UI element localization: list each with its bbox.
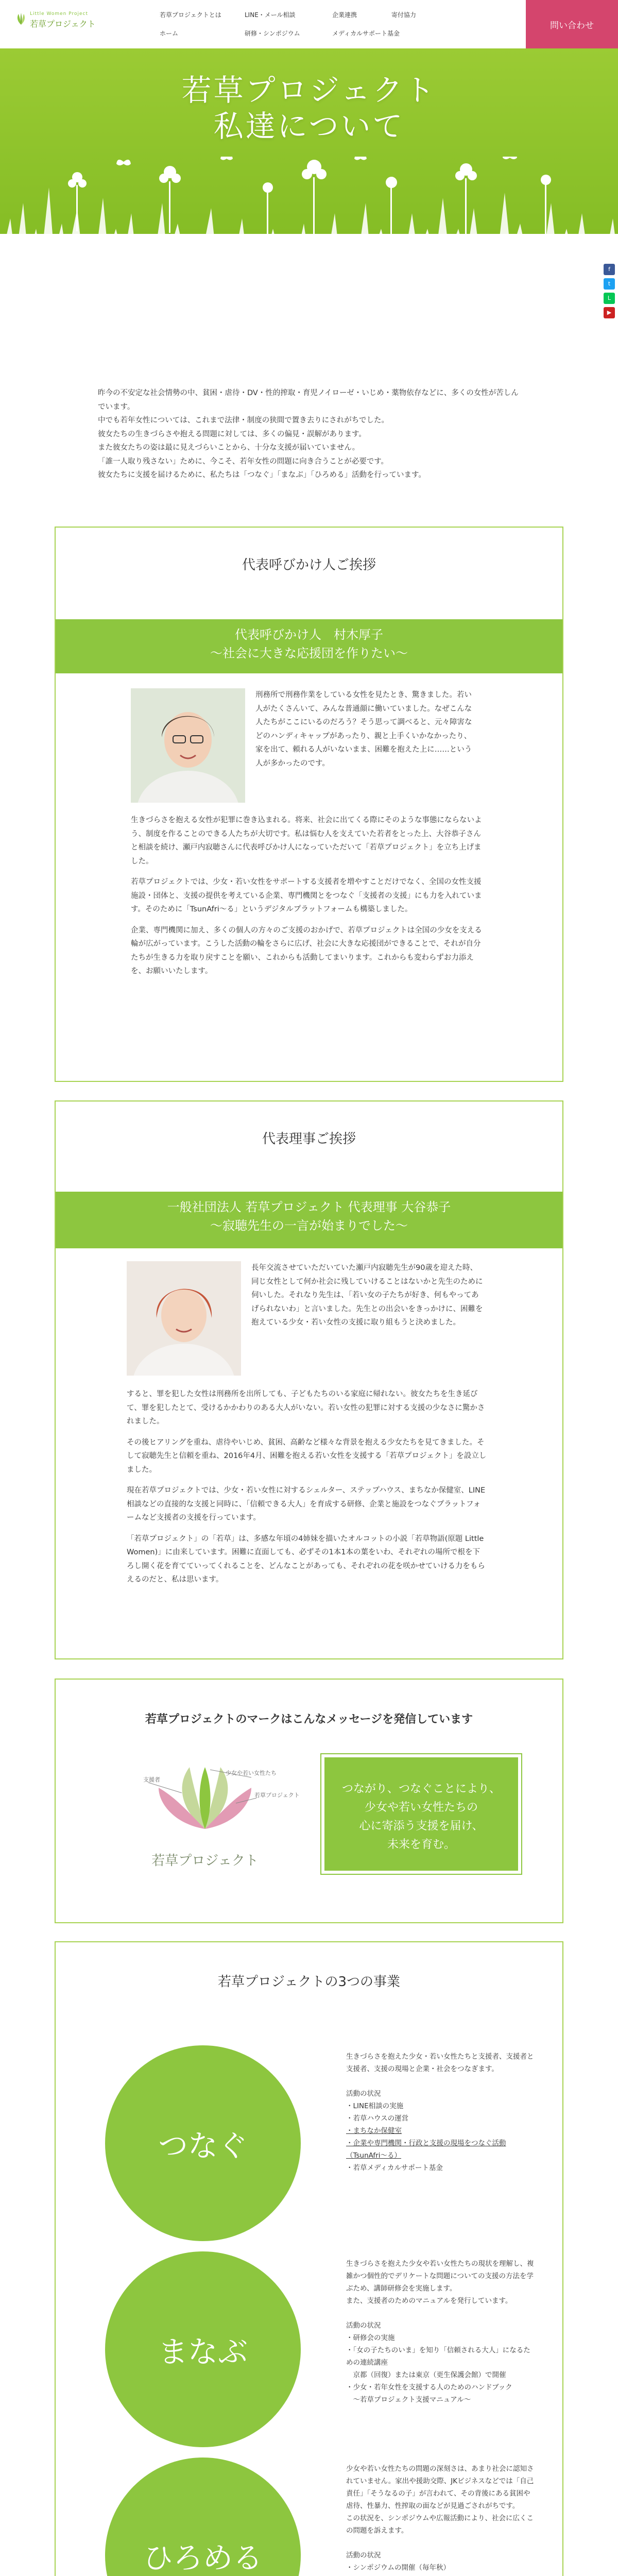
founder-greeting-section [55,527,563,1082]
mark-message-line: つながり、つなぐことにより、 [341,1783,501,1795]
chair-paragraph: すると、罪を犯した女性は刑務所を出所しても、子どもたちのいる家庭に帰れない。彼女たちを生き延びて、罪を犯したとて、受けるかかわりのある大人がいない。若い女性の犯罪に対する支援の少なさに驚かされました。 [127,1390,485,1426]
portrait-photo [127,1261,241,1376]
logo-mark-diagram [107,1762,303,1880]
business-link[interactable]: ・まちなか保健室 [346,2127,402,2135]
nav-about[interactable]: 若草プロジェクトとは [160,11,221,19]
nav-seminar[interactable]: 研修・シンポジウム [245,30,300,37]
mark-message-line: 心に寄添う支援を届け、 [359,1820,484,1833]
intro-paragraph: 彼女たちの生きづらさや抱える問題に対しては、多くの偏見・誤解があります。 [98,430,366,438]
intro-paragraph: 「誰一人取り残さない」ために、今こそ、若年女性の問題に向き合うことが必要です。 [98,457,389,466]
business-line: ・シンポジウムの開催（毎年秋） [346,2564,451,2572]
mark-message-line: 未来を育む。 [387,1838,455,1851]
page-title-line2: 私達について [213,109,405,144]
chair-band [56,1192,562,1248]
business-line [346,2075,537,2088]
intro-paragraph: 彼女たちに支援を届けるために、私たちは「つなぐ」「まなぶ」「ひろめる」活動を行っています。 [98,471,426,479]
page-title [0,72,618,144]
founder-paragraph: 企業、専門機関に加え、多くの個人の方々のご支援のおかげで、若草プロジェクトは全国の少女を支える輪が広がっています。こうした活動の輪をさらに広げ、社会に大きな応援団ができることで、それが自分たちが生きる力を取り戻すことを願い、これからも活動してまいります。これからも変わらずお力添えを、お願いいたします。 [131,926,482,975]
business-line: 京都（回復）または東京（更生保護会館）で開催 [346,2371,506,2379]
nav-corporate[interactable]: 企業連携 [332,11,357,19]
intro-paragraph: 中でも若年女性については、これまで法律・制度の狭間で置き去りにされがちでした。 [98,416,389,425]
nav-line-mail[interactable]: LINE・メール相談 [245,11,296,19]
business-circle-hiromeru: ひろめる [105,2458,301,2576]
diagram-label-project: 若草プロジェクト [254,1792,300,1799]
nav-medical-fund[interactable]: メディカルサポート基金 [332,30,400,37]
mark-message-line: 少女や若い女性たちの [364,1801,478,1814]
site-header [0,0,618,48]
section-title: 代表呼びかけ人ご挨拶 [242,557,376,573]
business-text-tsunagu [346,2050,537,2174]
business-line: この状況を、シンポジウムや広報活動により、社会に広くこの問題を訴えます。 [346,2514,534,2535]
business-line: ・若草ハウスの運営 [346,2114,409,2123]
page-title-line1: 若草プロジェクト [181,73,437,108]
business-line: ・若草メディカルサポート基金 [346,2164,443,2172]
diagram-label-girls: 少女や若い女性たち [226,1770,277,1776]
business-circle-manabu: まなぶ [105,2251,301,2447]
section-title: 若草プロジェクトの3つの事業 [217,1974,401,1990]
leaf-logo-icon [14,12,28,26]
diagram-logo-text: 若草プロジェクト [151,1853,259,1869]
founder-paragraph: 生きづらさを抱える女性が犯罪に巻き込まれる。将来、社会に出てくる際にそのような事態にならないよう、制度を作ることのできる人たちが大切です。私は悩む人を支えていた若者をとった上、大谷恭子さんと相談を続け、瀬戸内寂聴さんに代表呼びかけ人になっていただいて「若草プロジェクト」を立ち上げました。 [131,816,482,866]
chair-text-top [251,1261,483,1330]
section-title: 代表理事ご挨拶 [262,1131,356,1147]
founder-tagline: 〜社会に大きな応援団を作りたい〜 [210,646,408,660]
nav-home[interactable]: ホーム [160,30,179,37]
intro-text [98,386,520,482]
business-line: また、支援者のためのマニュアルを発行しています。 [346,2297,512,2305]
founder-text-bottom [131,814,487,978]
founder-band [56,619,562,673]
business-line [346,2537,537,2549]
site-logo[interactable] [14,9,107,34]
business-line: 〜若草プロジェクト支援マニュアル〜 [346,2396,471,2404]
business-line: ・「女の子たちのいま」を知り「信頼される大人」になるための連続講座 [346,2346,530,2367]
founder-name: 代表呼びかけ人 村木厚子 [235,628,383,642]
business-text-hiromeru [346,2463,537,2576]
line-icon[interactable]: L [604,293,615,304]
logo-subtitle: Little Women Project [30,11,89,16]
founder-text-top [255,688,477,770]
business-line: 生きづらさを抱えた少女・若い女性たちと支援者、支援者と支援者、支援の現場と企業・社会をつなぎます。 [346,2053,534,2073]
mark-message-box [321,1754,521,1874]
chair-text-bottom [127,1387,487,1587]
section-title: 若草プロジェクトのマークはこんなメッセージを発信しています [145,1713,473,1726]
founder-paragraph: 刑務所で刑務作業をしている女性を見たとき、驚きました。若い人がたくさんいて、みんな普通顔に働いていました。なぜこんな人たちがここにいるのだろう？そう思って調べると、元々障害などのハンディキャップがあったり、親と上手くいかなかったり、家を出て、頼れる人がいないまま、困難を抱えた上に……という人が多かったのです。 [255,691,472,768]
business-line: 生きづらさを抱えた少女や若い女性たちの現状を理解し、複雑かつ個性的でデリケートな問題についての支援の方法を学ぶため、講師研修会を実施します。 [346,2260,534,2293]
business-text-manabu [346,2258,537,2406]
logo-title: 若草プロジェクト [30,19,96,29]
youtube-icon[interactable]: ▶ [604,307,615,318]
founder-paragraph: 若草プロジェクトでは、少女・若い女性をサポートする支援者を増やすことだけでなく、全国の女性支援施設・団体と、支援の提供を考えている企業、専門機関とをつなぐ「支援者の支援」にも力を入れています。そのために「TsunAfri〜る」というデジタルプラットフォームも構築しました。 [131,878,482,913]
chair-paragraph: その後ヒアリングを重ね、虐待やいじめ、貧困、高齢など様々な背景を抱える少女たちを見てきました。そして寂聴先生と信頼を重ね、2016年4月、困難を抱える若い女性を支援する「若草プロジェクト」を設立しました。 [127,1438,487,1474]
social-share-bar [604,264,616,321]
chair-tagline: 〜寂聴先生の一言が始まりでした〜 [210,1218,408,1233]
business-circle-tsunagu: つなぐ [105,2045,301,2241]
chair-name: 一般社団法人 若草プロジェクト 代表理事 大谷恭子 [167,1200,451,1214]
facebook-icon[interactable]: f [604,264,615,275]
business-line [346,2307,537,2319]
business-line: 活動の状況 [346,2551,381,2560]
chair-portrait [127,1261,241,1376]
chair-greeting-section [55,1100,563,1659]
contact-button[interactable]: 問い合わせ [526,0,618,48]
business-section [55,1941,563,2576]
intro-paragraph: 昨今の不安定な社会情勢の中、貧困・虐待・DV・性的搾取・育児ノイローゼ・いじめ・薬物依存などに、多くの女性が苦しんでいます。 [98,389,519,411]
diagram-label-supporter: 支援者 [143,1776,160,1783]
logo-mark-section [55,1679,563,1923]
business-line: ・LINE相談の実施 [346,2102,404,2110]
intro-paragraph: また彼女たちの姿は最に見えづらいことから、十分な支援が届いていません。 [98,444,360,452]
founder-portrait [131,688,245,803]
nav-donate[interactable]: 寄付協力 [391,11,417,19]
twitter-icon[interactable]: t [604,278,615,290]
main-nav [160,10,448,41]
business-line: ・少女・若年女性を支援する人のためのハンドブック [346,2383,512,2392]
business-line: ・研修会の実施 [346,2334,395,2342]
grass-silhouette-illustration [0,157,618,337]
chair-paragraph: 長年交流させていただいていた瀬戸内寂聴先生が90歳を迎えた時、同じ女性として何か社会に残していけることはないかと先生のために伺いした。それなり先生は、「若い女の子たちが好き、何もやってあげられないわ」と言いました。先生との出会いをきっかけに、困難を抱えている少女・若い女性の支援に取り組もうと決めました。 [251,1264,483,1327]
business-link[interactable] [346,2574,537,2576]
portrait-photo [131,688,245,803]
business-link[interactable]: ・企業や専門機関・行政と支援の現場をつなぐ活動（TsunAfri〜る） [346,2139,506,2160]
chair-paragraph: 「若草プロジェクト」の「若草」は、多感な年頃の4姉妹を描いたオルコットの小説「若草物語(原題 Little Women)」に由来しています。困難に直面しても、必ずその1本1本の葉をいわ、それぞれの場所で根を下ろし開く花を育てていってくれることを、どんなことがあっても、それぞれの花を咲かせていける力をもらえるのだと、私は思います。 [127,1534,485,1584]
business-line: 少女や若い女性たちの問題の深刻さは、あまり社会に認知されていません。家出や援助交際、JKビジネスなどでは「自己責任」「そうなるの子」が言われて、その背後にある貧困や虐待、性暴力、性搾取の面などが見過ごされがちです。 [346,2465,534,2510]
hero-banner [0,48,618,337]
business-line: 活動の状況 [346,2321,381,2330]
business-line: 活動の状況 [346,2090,381,2098]
chair-paragraph: 現在若草プロジェクトでは、少女・若い女性に対するシェルター、ステップハウス、まちなか保健室、LINE相談などの直接的な支援と同時に、「信頼できる大人」を育成する研修、企業と施設をつなぐプラットフォームなど支援者の支援を行っています。 [127,1486,486,1522]
